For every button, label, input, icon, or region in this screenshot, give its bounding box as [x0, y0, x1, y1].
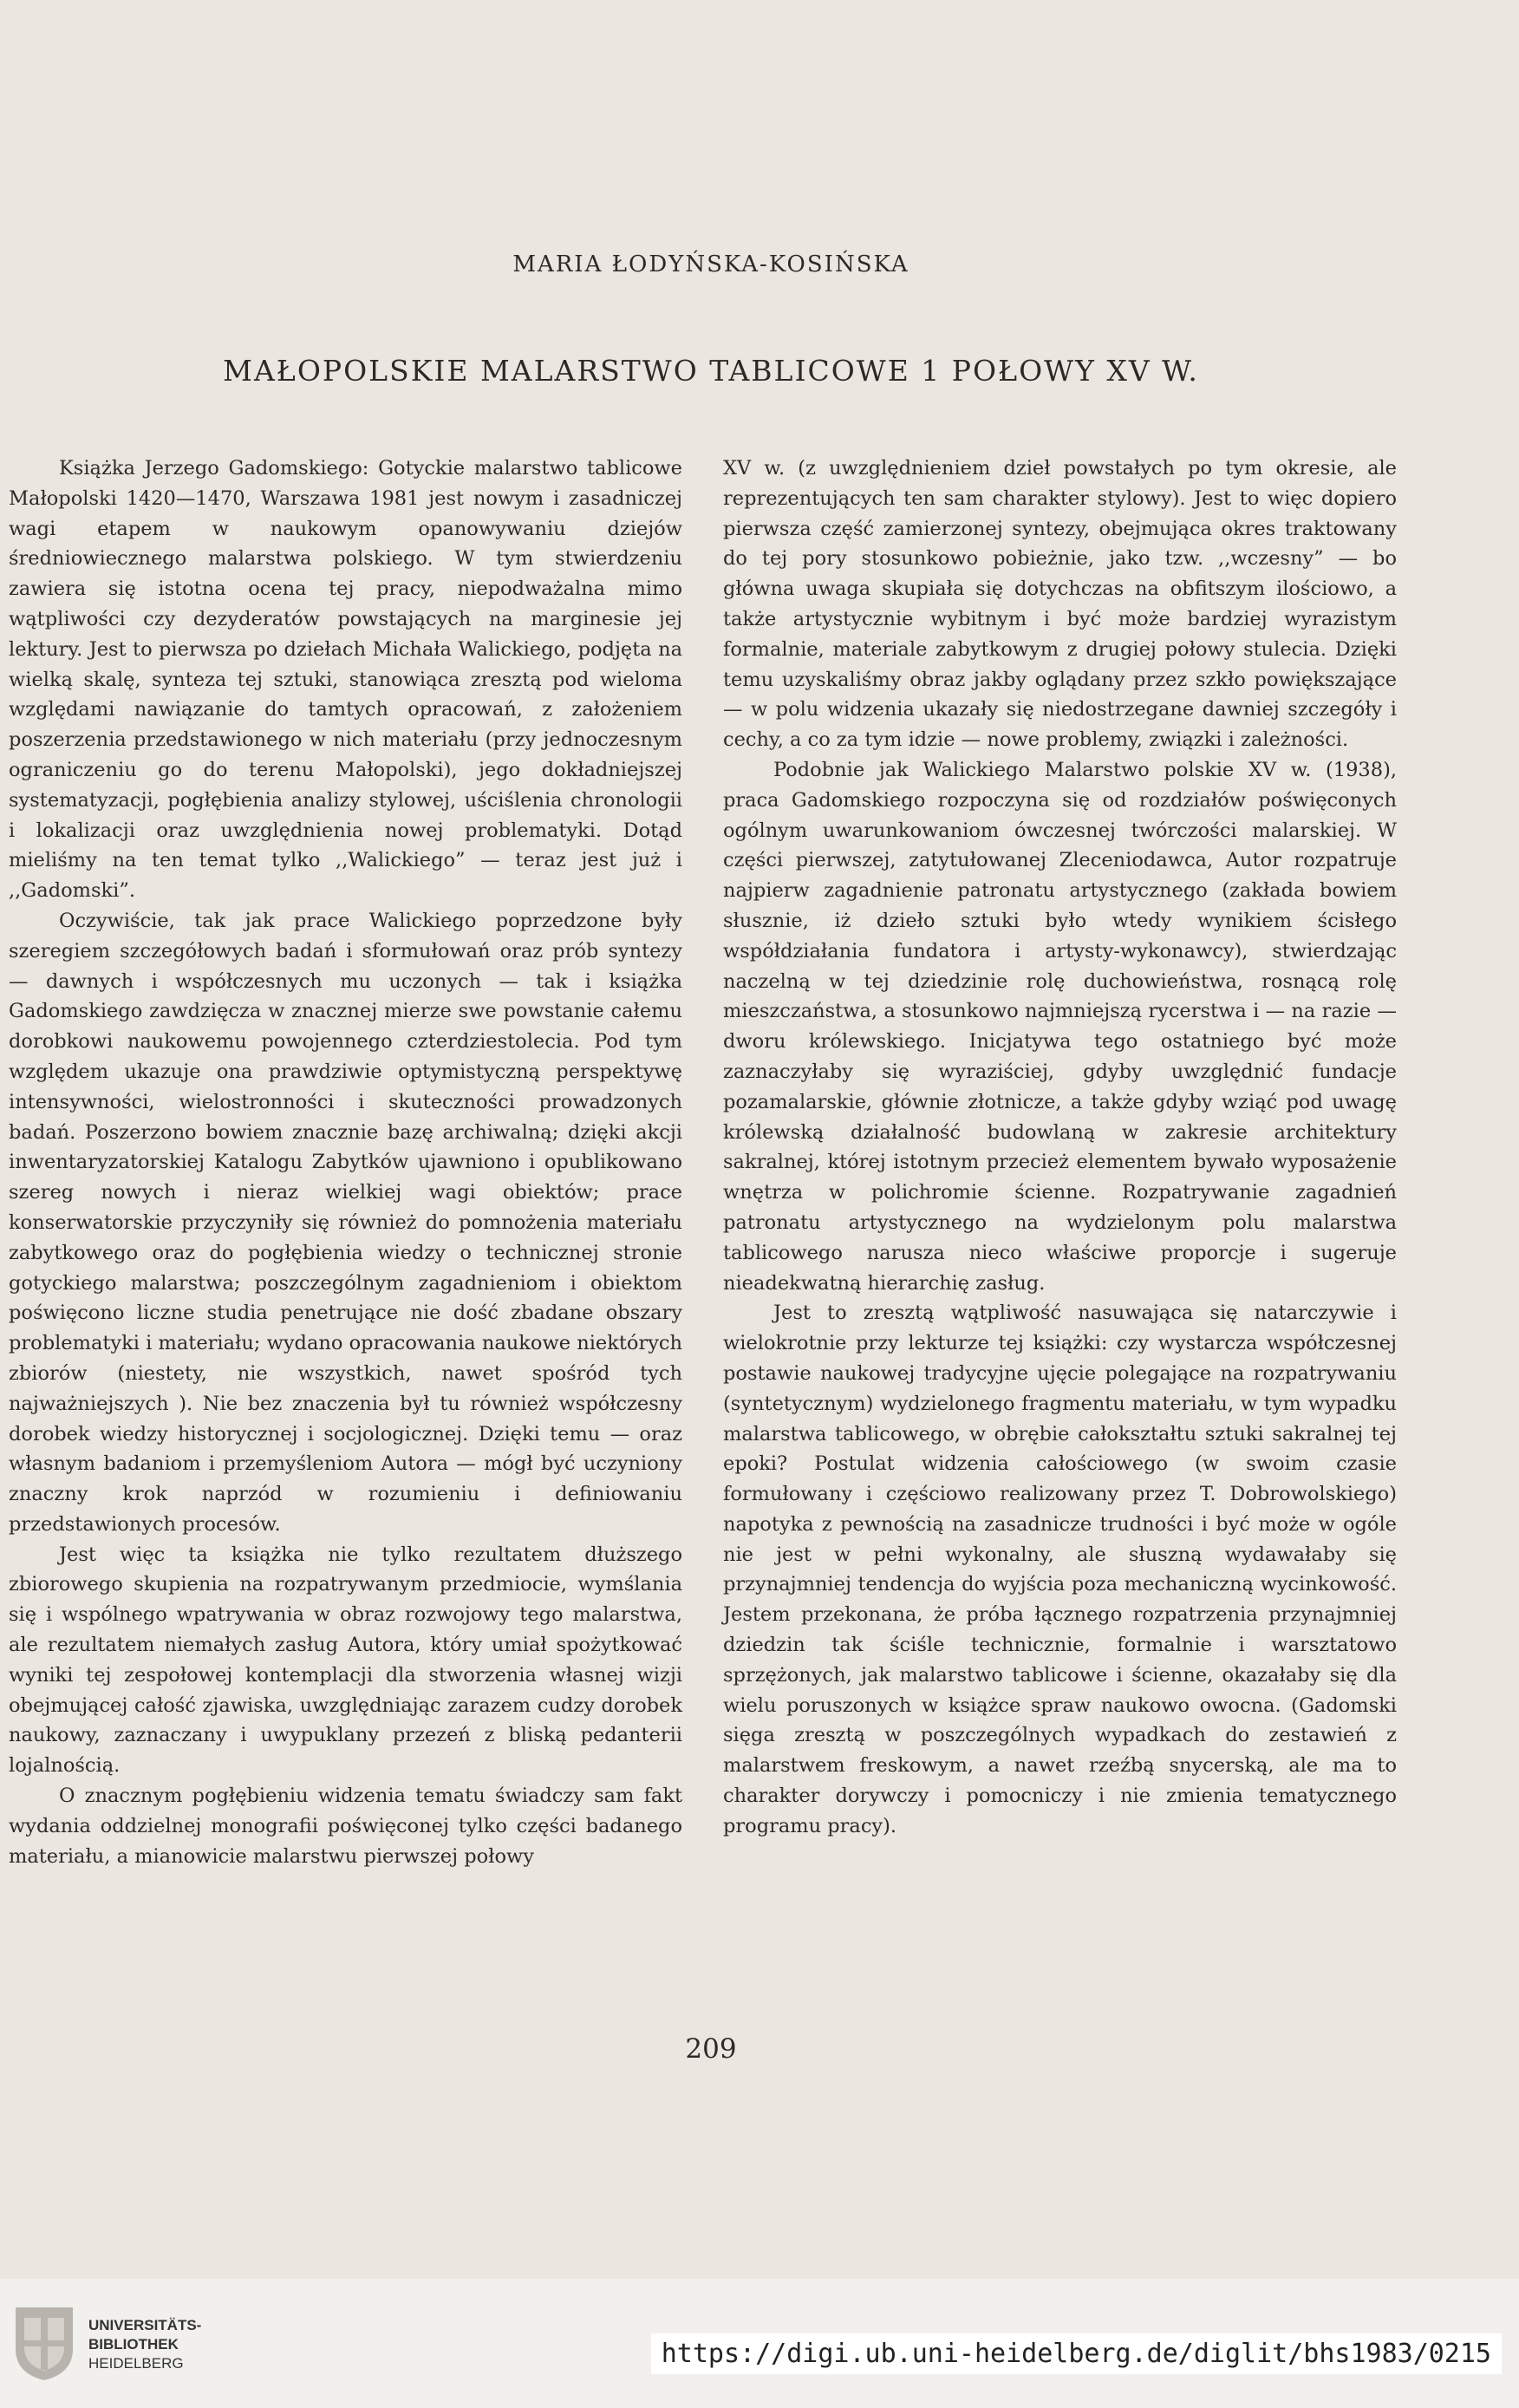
library-name-line3: HEIDELBERG	[88, 2355, 184, 2372]
library-name	[88, 2316, 201, 2373]
author-name: MARIA ŁODYŃSKA-KOSIŃSKA	[512, 251, 909, 277]
paragraph: XV w. (z uwzględnieniem dzieł powstałych po tym okresie, ale reprezentujących ten sam charakter stylowy). Jest to więc dopiero pierwsza część zamierzonej syntezy, obejmująca okres traktowany do tej pory stosunkowo pobieżnie, jako tzw. ,,wczesny” — bo główna uwaga skupiała się dotychczas na obfitszym ilościowo, a także artystycznie wybitnym i być może bardziej wyrazistym formalnie, materiale zabytkowym z drugiej połowy stulecia. Dzięki temu uzyskaliśmy obraz jakby oglądany przez szkło powiększające — w polu widzenia ukazały się niedostrzegane dawniej szczegóły i cechy, a co za tym idzie — nowe problemy, związki i zależności.	[723, 457, 1397, 752]
source-url-link[interactable]: https://digi.ub.uni-heidelberg.de/diglit/bhs1983/0215	[651, 2333, 1502, 2374]
paragraph: O znacznym pogłębieniu widzenia tematu świadczy sam fakt wydania oddzielnej monografii poświęconej tylko części badanego materiału, a mianowicie malarstwu pierwszej połowy	[9, 1785, 682, 1868]
paragraph: Podobnie jak Walickiego Malarstwo polskie XV w. (1938), praca Gadomskiego rozpoczyna się od rozdziałów poświęconych ogólnym uwarunkowaniom ówczesnej twórczości malarskiej. W części pierwszej, zatytułowanej Zleceniodawca, Autor rozpatruje najpierw zagadnienie patronatu artystycznego (zakłada bowiem słusznie, iż dzieło sztuki było wtedy wynikiem ścisłego współdziałania fundatora i artysty-wykonawcy), stwierdzając naczelną w tej dziedzinie rolę duchowieństwa, rosnącą rolę mieszczaństwa, a stosunkowo najmniejszą rycerstwa i — na razie — dworu królewskiego. Inicjatywa tego ostatniego być może zaznaczyłaby się wyraziściej, gdyby uwzględnić fundacje pozamalarskie, głównie złotnicze, a także gdyby wziąć pod uwagę królewską działalność budowlaną w zakresie architektury sakralnej, której istotnym przecież elementem bywało wyposażenie wnętrza w polichromie ścienne. Rozpatrywanie zagadnień patronatu artystycznego na wydzielonym polu malarstwa tablicowego narusza nieco właściwe proporcje i sugeruje nieadekwatną hierarchię zasług.	[723, 758, 1397, 1295]
paragraph: Jest to zresztą wątpliwość nasuwająca się natarczywie i wielokrotnie przy lekturze tej książki: czy wystarcza współczesnej postawie naukowej tradycyjne ujęcie polegające na rozpatrywaniu (syntetycznym) wydzielonego fragmentu materiału, w tym wypadku malarstwa tablicowego, w obrębie całokształtu sztuki sakralnej tej epoki? Postulat widzenia całościowego (w swoim czasie formułowany i częściowo realizowany przez T. Dobrowolskiego) napotyka z pewnością na zasadnicze trudności i być może w ogóle nie jest w pełni wykonalny, ale słuszną wydawałaby się przynajmniej tendencja do wyjścia poza mechaniczną wycinkowość. Jestem przekonana, że próba łącznego rozpatrzenia przynajmniej dziedzin tak ściśle technicznie, formalnie i warsztatowo sprzężonych, jak malarstwo tablicowe i ścienne, okazałaby się dla wielu poruszonych w książce spraw naukowo owocna. (Gadomski sięga zresztą w poszczególnych wypadkach do zestawień z malarstwem freskowym, a nawet rzeźbą snycerską, ale ma to charakter dorywczy i pomocniczy i nie zmienia tematycznego programu pracy).	[723, 1302, 1397, 1837]
article-title: MAŁOPOLSKIE MALARSTWO TABLICOWE 1 POŁOWY XV W.	[223, 354, 1199, 388]
right-column	[723, 454, 1397, 1842]
paragraph: Oczywiście, tak jak prace Walickiego poprzedzone były szeregiem szczegółowych badań i sformułowań oraz prób syntezy — dawnych i współczesnych mu uczonych — tak i książka Gadomskiego zawdzięcza w znacznej mierze swe powstanie całemu dorobkowi naukowemu powojennego czterdziestolecia. Pod tym względem ukazuje ona prawdziwie optymistyczną perspektywę intensywności, wielostronności i skuteczności prowadzonych badań. Poszerzono bowiem znacznie bazę archiwalną; dzięki akcji inwentaryzatorskiej Katalogu Zabytków ujawniono i opublikowano szereg nowych i nieraz wielkiej wagi obiektów; prace konserwatorskie przyczyniły się również do pomnożenia materiału zabytkowego oraz do pogłębienia wiedzy o technicznej stronie gotyckiego malarstwa; poszczególnym zagadnieniom i obiektom poświęcono liczne studia penetrujące nie dość zbadane obszary problematyki i materiału; wydano opracowania naukowe niektórych zbiorów (niestety, nie wszystkich, nawet spośród tych najważniejszych ). Nie bez znaczenia był tu również współczesny dorobek wiedzy historycznej i socjologicznej. Dzięki temu — oraz własnym badaniom i przemyśleniom Autora — mógł być uczyniony znaczny krok naprzód w rozumieniu i definiowaniu przedstawionych procesów.	[9, 909, 682, 1536]
library-name-line1: UNIVERSITÄTS-	[88, 2317, 202, 2333]
library-name-line2: BIBLIOTHEK	[88, 2336, 179, 2353]
university-library-logo-icon	[12, 2304, 76, 2382]
left-column	[9, 454, 682, 1871]
paragraph: Książka Jerzego Gadomskiego: Gotyckie malarstwo tablicowe Małopolski 1420—1470, Warszawa 1981 jest nowym i zasadniczej wagi etapem w naukowym opanowywaniu dziejów średniowiecznego malarstwa polskiego. W tym stwierdzeniu zawiera się istotna ocena tej pracy, niepodważalna mimo wątpliwości czy dezyderatów powstających na marginesie jej lektury. Jest to pierwsza po dziełach Michała Walickiego, podjęta na wielką skalę, synteza tej sztuki, stanowiąca zresztą pod wieloma względami nawiązanie do tamtych opracowań, z założeniem poszerzenia przedstawionego w nich materiału (przy jednoczesnym ograniczeniu go do terenu Małopolski), jego dokładniejszej systematyzacji, pogłębienia analizy stylowej, uściślenia chronologii i lokalizacji oraz uwzględnienia nowej problematyki. Dotąd mieliśmy na ten temat tylko ,,Walickiego” — teraz jest już i ,,Gadomski”.	[9, 457, 682, 903]
page-number: 209	[685, 2033, 737, 2065]
paragraph: Jest więc ta książka nie tylko rezultatem dłuższego zbiorowego skupienia na rozpatrywanym przedmiocie, wymślania się i wspólnego wpatrywania w obraz rozwojowy tego malarstwa, ale rezultatem niemałych zasług Autora, który umiał spożytkować wyniki tej zespołowej kontemplacji dla stworzenia własnej wizji obejmującej całość zjawiska, uwzględniając zarazem cudzy dorobek naukowy, zaznaczany i uwypuklany przezeń z bliską pedanterii lojalnością.	[9, 1543, 682, 1778]
